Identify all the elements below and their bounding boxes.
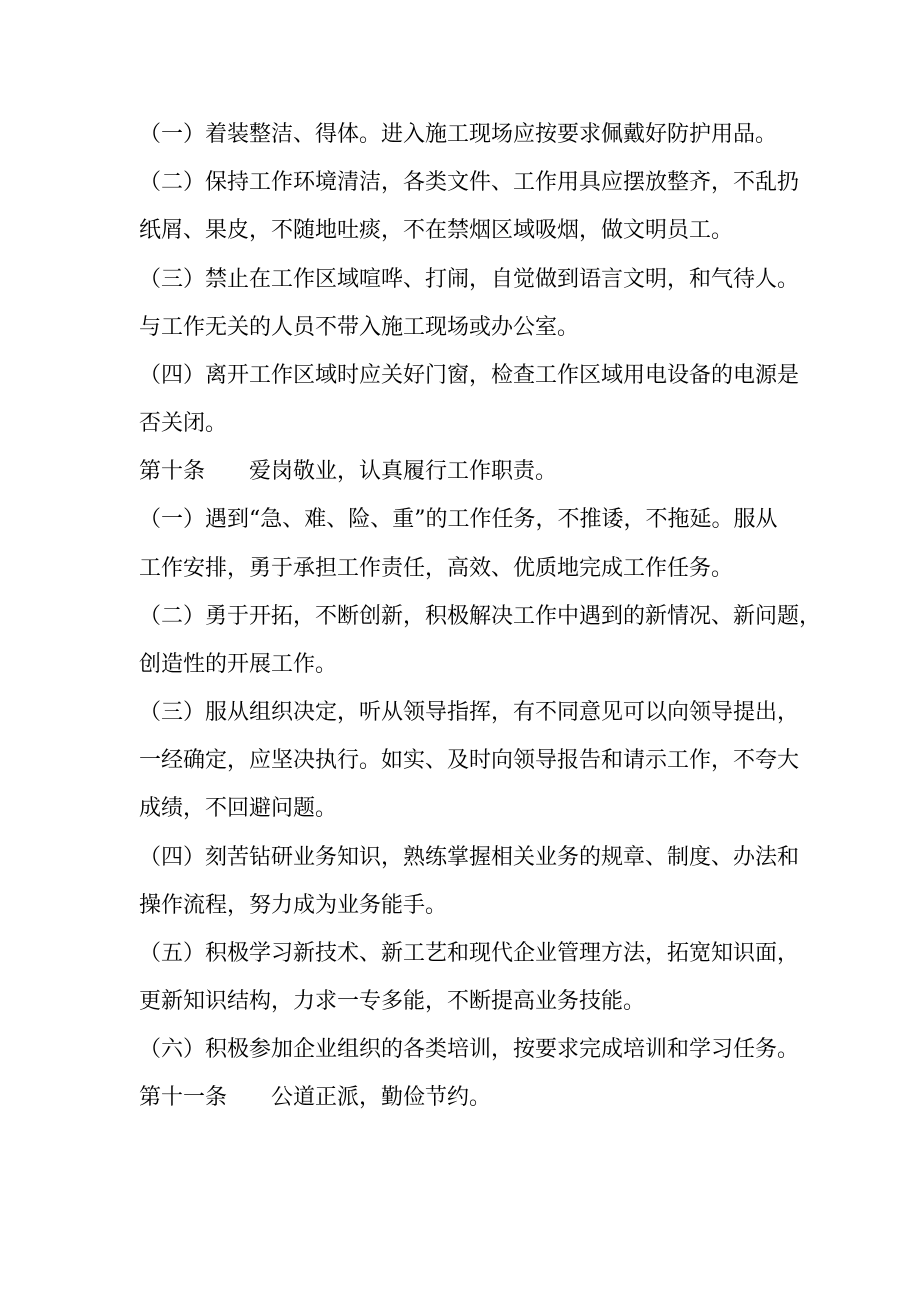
text-line: （六）积极参加企业组织的各类培训，按要求完成培训和学习任务。 [139,1037,800,1062]
section-heading: 第十一条 公道正派，勤俭节约。 [139,1085,492,1110]
text-line: （四）离开工作区域时应关好门窗，检查工作区域用电设备的电源是 [139,363,800,388]
text-line: 一经确定，应坚决执行。如实、及时向领导报告和请示工作，不夸大 [139,748,800,773]
text-line: （三）服从组织决定，听从领导指挥，有不同意见可以向领导提出， [139,700,800,725]
text-line: （五）积极学习新技术、新工艺和现代企业管理方法，拓宽知识面， [139,941,800,966]
text-line: 创造性的开展工作。 [139,652,338,677]
text-line: （二）保持工作环境清洁，各类文件、工作用具应摆放整齐，不乱扔 [139,170,800,195]
text-line: （三）禁止在工作区域喧哗、打闹，自觉做到语言文明，和气待人。 [139,267,800,292]
text-line: 工作安排，勇于承担工作责任，高效、优质地完成工作任务。 [139,556,734,581]
text-line: 成绩，不回避问题。 [139,796,338,821]
text-line: 否关闭。 [139,411,228,436]
text-line: 操作流程，努力成为业务能手。 [139,893,448,918]
text-line: （二）勇于开拓，不断创新，积极解决工作中遇到的新情况、新问题， [139,604,822,629]
text-line: （一）着装整洁、得体。进入施工现场应按要求佩戴好防护用品。 [139,122,778,147]
text-line: 更新知识结构，力求一专多能，不断提高业务技能。 [139,989,646,1014]
text-line: （四）刻苦钻研业务知识，熟练掌握相关业务的规章、制度、办法和 [139,845,800,870]
text-line: （一）遇到“急、难、险、重”的工作任务，不推诿，不拖延。服从 [139,507,778,532]
text-line: 与工作无关的人员不带入施工现场或办公室。 [139,315,580,340]
section-heading: 第十条 爱岗敬业，认真履行工作职责。 [139,459,558,484]
text-line: 纸屑、果皮，不随地吐痰，不在禁烟区域吸烟，做文明员工。 [139,218,734,243]
